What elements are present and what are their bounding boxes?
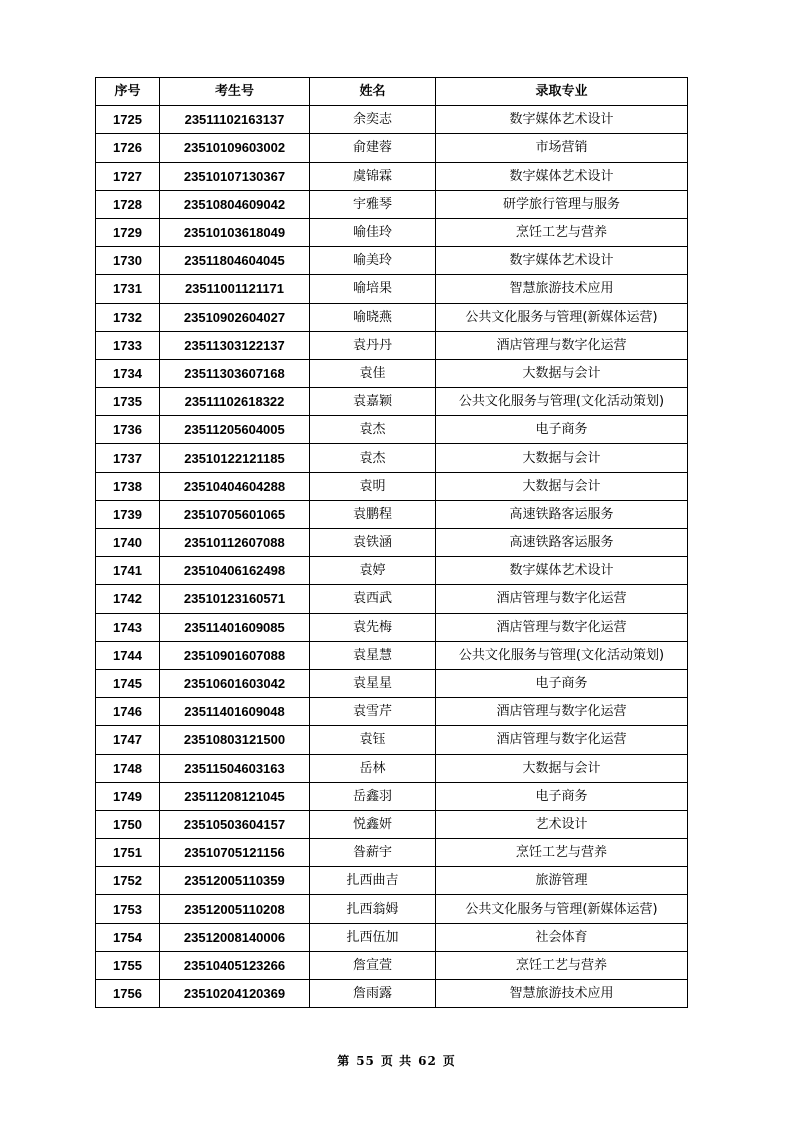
cell-exam-id: 23511401609048 — [160, 698, 310, 726]
table-row — [96, 641, 688, 669]
cell-serial: 1726 — [96, 134, 160, 162]
table-row — [96, 698, 688, 726]
cell-serial: 1745 — [96, 669, 160, 697]
cell-exam-id: 23510404604288 — [160, 472, 310, 500]
table-row — [96, 500, 688, 528]
cell-serial: 1742 — [96, 585, 160, 613]
cell-serial: 1755 — [96, 951, 160, 979]
cell-major: 酒店管理与数字化运营 — [436, 331, 688, 359]
cell-major: 研学旅行管理与服务 — [436, 190, 688, 218]
cell-major: 数字媒体艺术设计 — [436, 247, 688, 275]
table-row — [96, 529, 688, 557]
cell-major: 公共文化服务与管理(文化活动策划) — [436, 641, 688, 669]
cell-exam-id: 23512005110359 — [160, 867, 310, 895]
cell-major: 酒店管理与数字化运营 — [436, 698, 688, 726]
cell-name: 袁嘉颖 — [310, 388, 436, 416]
cell-serial: 1737 — [96, 444, 160, 472]
footer-total-pages: 62 — [418, 1054, 437, 1068]
cell-serial: 1731 — [96, 275, 160, 303]
cell-major: 公共文化服务与管理(文化活动策划) — [436, 388, 688, 416]
cell-name: 宇雅琴 — [310, 190, 436, 218]
table-row — [96, 867, 688, 895]
cell-serial: 1735 — [96, 388, 160, 416]
cell-exam-id: 23510901607088 — [160, 641, 310, 669]
cell-major: 烹饪工艺与营养 — [436, 218, 688, 246]
cell-exam-id: 23510112607088 — [160, 529, 310, 557]
cell-serial: 1752 — [96, 867, 160, 895]
table-body — [96, 106, 688, 1008]
footer-middle: 页 共 — [380, 1054, 413, 1068]
cell-serial: 1747 — [96, 726, 160, 754]
table-row — [96, 218, 688, 246]
cell-major: 数字媒体艺术设计 — [436, 106, 688, 134]
cell-name: 袁丹丹 — [310, 331, 436, 359]
cell-exam-id: 23510406162498 — [160, 557, 310, 585]
cell-name: 袁杰 — [310, 444, 436, 472]
table-row — [96, 585, 688, 613]
cell-serial: 1733 — [96, 331, 160, 359]
cell-name: 袁西武 — [310, 585, 436, 613]
cell-name: 詹雨露 — [310, 980, 436, 1008]
cell-serial: 1739 — [96, 500, 160, 528]
cell-serial: 1740 — [96, 529, 160, 557]
cell-serial: 1729 — [96, 218, 160, 246]
cell-major: 电子商务 — [436, 416, 688, 444]
cell-exam-id: 23511205604005 — [160, 416, 310, 444]
table-row — [96, 895, 688, 923]
cell-exam-id: 23511208121045 — [160, 782, 310, 810]
cell-major: 智慧旅游技术应用 — [436, 980, 688, 1008]
cell-name: 袁星星 — [310, 669, 436, 697]
cell-major: 公共文化服务与管理(新媒体运营) — [436, 895, 688, 923]
cell-serial: 1730 — [96, 247, 160, 275]
cell-exam-id: 23511001121171 — [160, 275, 310, 303]
cell-exam-id: 23510803121500 — [160, 726, 310, 754]
cell-serial: 1728 — [96, 190, 160, 218]
cell-name: 扎西曲吉 — [310, 867, 436, 895]
cell-serial: 1756 — [96, 980, 160, 1008]
table-row — [96, 162, 688, 190]
cell-exam-id: 23512008140006 — [160, 923, 310, 951]
cell-exam-id: 23511102618322 — [160, 388, 310, 416]
cell-name: 袁鹏程 — [310, 500, 436, 528]
cell-name: 扎西伍加 — [310, 923, 436, 951]
cell-name: 袁佳 — [310, 359, 436, 387]
cell-serial: 1738 — [96, 472, 160, 500]
cell-exam-id: 23511804604045 — [160, 247, 310, 275]
cell-serial: 1748 — [96, 754, 160, 782]
cell-major: 数字媒体艺术设计 — [436, 162, 688, 190]
cell-exam-id: 23510503604157 — [160, 810, 310, 838]
cell-serial: 1751 — [96, 839, 160, 867]
table-row — [96, 247, 688, 275]
cell-exam-id: 23510123160571 — [160, 585, 310, 613]
cell-name: 扎西翁姆 — [310, 895, 436, 923]
cell-exam-id: 23511303607168 — [160, 359, 310, 387]
cell-serial: 1754 — [96, 923, 160, 951]
cell-exam-id: 23511303122137 — [160, 331, 310, 359]
cell-major: 烹饪工艺与营养 — [436, 839, 688, 867]
table-row — [96, 388, 688, 416]
cell-name: 袁杰 — [310, 416, 436, 444]
cell-major: 酒店管理与数字化运营 — [436, 726, 688, 754]
cell-name: 喻美玲 — [310, 247, 436, 275]
cell-name: 虞锦霖 — [310, 162, 436, 190]
table-row — [96, 923, 688, 951]
cell-name: 袁雪芹 — [310, 698, 436, 726]
table-row — [96, 726, 688, 754]
table-row — [96, 669, 688, 697]
cell-serial: 1734 — [96, 359, 160, 387]
cell-exam-id: 23510405123266 — [160, 951, 310, 979]
cell-exam-id: 23510804609042 — [160, 190, 310, 218]
table-row — [96, 951, 688, 979]
table-row — [96, 303, 688, 331]
table-row — [96, 754, 688, 782]
cell-name: 袁明 — [310, 472, 436, 500]
cell-major: 烹饪工艺与营养 — [436, 951, 688, 979]
cell-name: 余奕志 — [310, 106, 436, 134]
cell-name: 岳鑫羽 — [310, 782, 436, 810]
cell-exam-id: 23512005110208 — [160, 895, 310, 923]
cell-major: 艺术设计 — [436, 810, 688, 838]
table-row — [96, 839, 688, 867]
cell-name: 袁铁涵 — [310, 529, 436, 557]
cell-major: 旅游管理 — [436, 867, 688, 895]
table-row — [96, 134, 688, 162]
cell-serial: 1744 — [96, 641, 160, 669]
header-serial: 序号 — [96, 78, 160, 106]
page-footer — [0, 1052, 793, 1069]
cell-serial: 1727 — [96, 162, 160, 190]
cell-exam-id: 23511102163137 — [160, 106, 310, 134]
cell-exam-id: 23510107130367 — [160, 162, 310, 190]
cell-major: 酒店管理与数字化运营 — [436, 585, 688, 613]
cell-major: 电子商务 — [436, 782, 688, 810]
cell-serial: 1736 — [96, 416, 160, 444]
header-major: 录取专业 — [436, 78, 688, 106]
cell-exam-id: 23510109603002 — [160, 134, 310, 162]
cell-major: 高速铁路客运服务 — [436, 500, 688, 528]
table-row — [96, 782, 688, 810]
cell-serial: 1743 — [96, 613, 160, 641]
cell-exam-id: 23510601603042 — [160, 669, 310, 697]
table-row — [96, 190, 688, 218]
table-row — [96, 557, 688, 585]
cell-name: 喻佳玲 — [310, 218, 436, 246]
cell-name: 喻培果 — [310, 275, 436, 303]
header-exam-id: 考生号 — [160, 78, 310, 106]
table-row — [96, 613, 688, 641]
cell-exam-id: 23510902604027 — [160, 303, 310, 331]
cell-major: 数字媒体艺术设计 — [436, 557, 688, 585]
table-header-row — [96, 78, 688, 106]
footer-current-page: 55 — [356, 1054, 375, 1068]
cell-major: 酒店管理与数字化运营 — [436, 613, 688, 641]
cell-major: 大数据与会计 — [436, 359, 688, 387]
table-row — [96, 416, 688, 444]
cell-major: 智慧旅游技术应用 — [436, 275, 688, 303]
cell-name: 俞建蓉 — [310, 134, 436, 162]
table-row — [96, 472, 688, 500]
cell-exam-id: 23511401609085 — [160, 613, 310, 641]
cell-serial: 1750 — [96, 810, 160, 838]
cell-major: 大数据与会计 — [436, 754, 688, 782]
cell-name: 喻晓燕 — [310, 303, 436, 331]
cell-name: 悦鑫妍 — [310, 810, 436, 838]
footer-suffix: 页 — [442, 1054, 456, 1068]
cell-name: 詹宣萱 — [310, 951, 436, 979]
table-row — [96, 275, 688, 303]
cell-major: 社会体育 — [436, 923, 688, 951]
cell-major: 大数据与会计 — [436, 472, 688, 500]
cell-major: 高速铁路客运服务 — [436, 529, 688, 557]
cell-name: 袁钰 — [310, 726, 436, 754]
cell-major: 电子商务 — [436, 669, 688, 697]
cell-name: 袁婷 — [310, 557, 436, 585]
footer-prefix: 第 — [337, 1054, 351, 1068]
cell-name: 岳林 — [310, 754, 436, 782]
cell-serial: 1746 — [96, 698, 160, 726]
cell-exam-id: 23510103618049 — [160, 218, 310, 246]
cell-name: 袁星慧 — [310, 641, 436, 669]
table-row — [96, 980, 688, 1008]
table-row — [96, 106, 688, 134]
cell-serial: 1725 — [96, 106, 160, 134]
table-row — [96, 331, 688, 359]
cell-major: 市场营销 — [436, 134, 688, 162]
cell-name: 袁先梅 — [310, 613, 436, 641]
cell-serial: 1753 — [96, 895, 160, 923]
cell-major: 大数据与会计 — [436, 444, 688, 472]
cell-exam-id: 23510705121156 — [160, 839, 310, 867]
cell-exam-id: 23510204120369 — [160, 980, 310, 1008]
header-name: 姓名 — [310, 78, 436, 106]
cell-exam-id: 23510122121185 — [160, 444, 310, 472]
cell-serial: 1741 — [96, 557, 160, 585]
cell-major: 公共文化服务与管理(新媒体运营) — [436, 303, 688, 331]
cell-serial: 1732 — [96, 303, 160, 331]
cell-serial: 1749 — [96, 782, 160, 810]
cell-exam-id: 23511504603163 — [160, 754, 310, 782]
admission-table — [95, 77, 688, 1008]
cell-name: 昝薪宇 — [310, 839, 436, 867]
table-row — [96, 444, 688, 472]
cell-exam-id: 23510705601065 — [160, 500, 310, 528]
table-row — [96, 810, 688, 838]
table-row — [96, 359, 688, 387]
